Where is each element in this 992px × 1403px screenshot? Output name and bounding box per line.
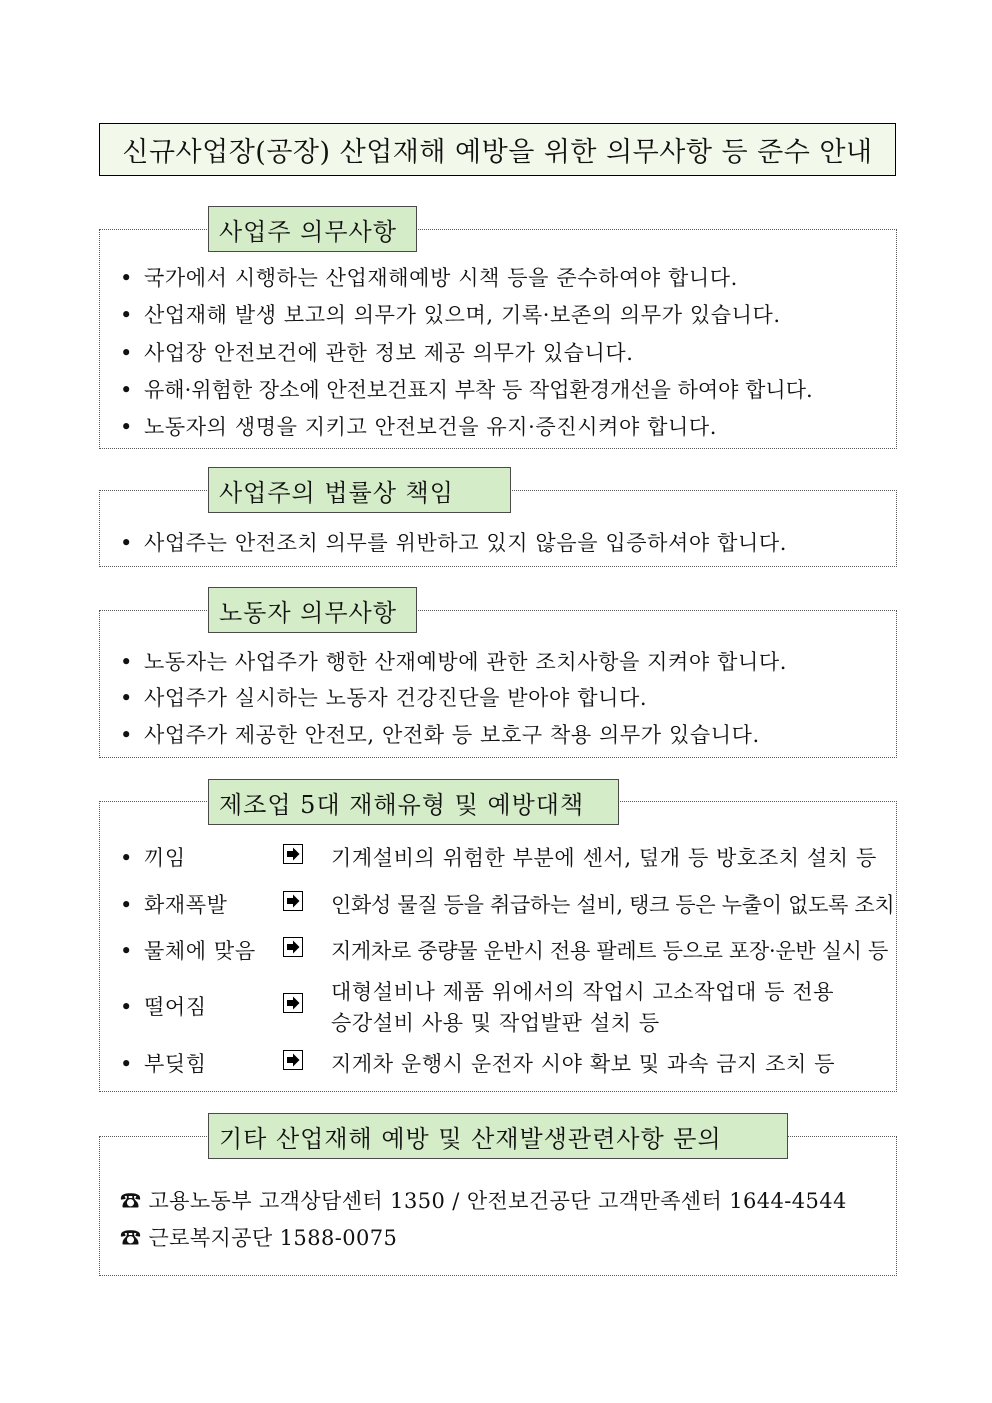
hazard-prevention: 기계설비의 위험한 부분에 센서, 덮개 등 방호조치 설치 등 — [331, 846, 877, 870]
arrow-right-icon — [283, 844, 303, 864]
list-item: • 국가에서 시행하는 산업재해예방 시책 등을 준수하여야 합니다. — [120, 266, 738, 290]
list-item: • 산업재해 발생 보고의 의무가 있으며, 기록·보존의 의무가 있습니다. — [120, 303, 781, 327]
hazard-label: 떨어짐 — [144, 995, 207, 1019]
contact-line: ☎ 근로복지공단 1588-0075 — [120, 1226, 398, 1250]
page-title: 신규사업장(공장) 산업재해 예방을 위한 의무사항 등 준수 안내 — [99, 123, 896, 176]
arrow-right-icon — [283, 937, 303, 957]
inquiries-header: 기타 산업재해 예방 및 산재발생관련사항 문의 — [208, 1113, 788, 1159]
contact-line: ☎ 고용노동부 고객상담센터 1350 / 안전보건공단 고객만족센터 1644-4544 — [120, 1189, 847, 1213]
worker-duties-header: 노동자 의무사항 — [208, 587, 417, 633]
manufacturing-hazards-header: 제조업 5대 재해유형 및 예방대책 — [208, 779, 619, 825]
hazard-label: 화재폭발 — [144, 893, 228, 917]
list-item: • 노동자는 사업주가 행한 산재예방에 관한 조치사항을 지켜야 합니다. — [120, 650, 788, 674]
legal-responsibility-header: 사업주의 법률상 책임 — [208, 467, 511, 513]
list-item: • 사업주가 실시하는 노동자 건강진단을 받아야 합니다. — [120, 686, 648, 710]
arrow-right-icon — [283, 1050, 303, 1070]
hazard-label: 물체에 맞음 — [144, 939, 256, 963]
hazard-prevention: 지게차 운행시 운전자 시야 확보 및 과속 금지 조치 등 — [331, 1052, 836, 1076]
hazard-label: 끼임 — [144, 846, 186, 870]
hazard-prevention: 인화성 물질 등을 취급하는 설비, 탱크 등은 누출이 없도록 조치 — [331, 893, 895, 917]
list-item: • 사업장 안전보건에 관한 정보 제공 의무가 있습니다. — [120, 341, 634, 365]
phone-icon: ☎ — [120, 1189, 142, 1213]
arrow-right-icon — [283, 993, 303, 1013]
arrow-right-icon — [283, 891, 303, 911]
list-item: • 노동자의 생명을 지키고 안전보건을 유지·증진시켜야 합니다. — [120, 415, 718, 439]
list-item: • 유해·위험한 장소에 안전보건표지 부착 등 작업환경개선을 하여야 합니다. — [120, 378, 813, 402]
hazard-prevention: 대형설비나 제품 위에서의 작업시 고소작업대 등 전용 — [331, 980, 835, 1004]
hazard-label: 부딪힘 — [144, 1052, 207, 1076]
employer-duties-header: 사업주 의무사항 — [208, 206, 417, 252]
list-item: • 사업주가 제공한 안전모, 안전화 등 보호구 착용 의무가 있습니다. — [120, 723, 760, 747]
hazard-prevention: 지게차로 중량물 운반시 전용 팔레트 등으로 포장·운반 실시 등 — [331, 939, 889, 963]
hazard-prevention-line2: 승강설비 사용 및 작업발판 설치 등 — [331, 1011, 660, 1035]
phone-icon: ☎ — [120, 1226, 142, 1250]
list-item: • 사업주는 안전조치 의무를 위반하고 있지 않음을 입증하셔야 합니다. — [120, 531, 788, 555]
